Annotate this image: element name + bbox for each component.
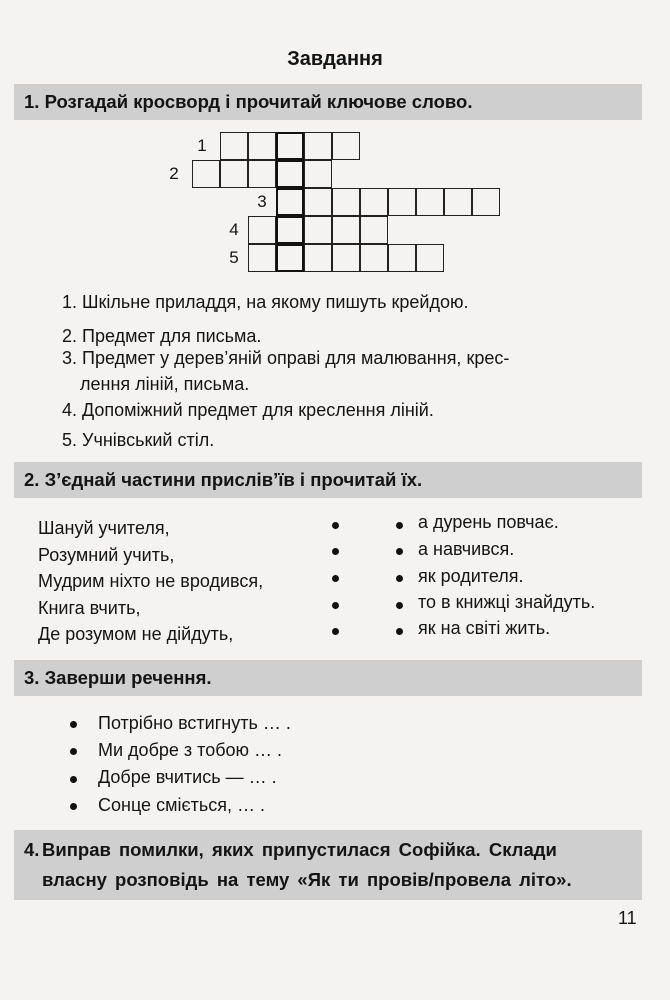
crossword-cell[interactable] bbox=[444, 188, 472, 216]
left-connector-dot[interactable] bbox=[332, 602, 339, 609]
crossword-cell[interactable] bbox=[332, 132, 360, 160]
crossword-cell[interactable] bbox=[304, 132, 332, 160]
crossword-key-cell[interactable] bbox=[276, 188, 304, 216]
proverb-end-2: а навчився. bbox=[418, 539, 515, 559]
crossword-key-cell[interactable] bbox=[276, 160, 304, 188]
crossword-cell[interactable] bbox=[332, 188, 360, 216]
proverb-end-4: то в книжці знайдуть. bbox=[418, 592, 596, 612]
crossword-cell[interactable] bbox=[360, 188, 388, 216]
crossword-row-number: 3 bbox=[257, 192, 267, 211]
task-4-heading bbox=[14, 830, 642, 900]
bullet-icon bbox=[70, 803, 77, 810]
page-number: 11 bbox=[618, 908, 637, 928]
crossword-cell[interactable] bbox=[304, 188, 332, 216]
proverb-start-3: Мудрим ніхто не вродився, bbox=[38, 571, 264, 591]
crossword-key-cell[interactable] bbox=[276, 216, 304, 244]
crossword-row-number: 2 bbox=[169, 164, 179, 183]
proverb-end-1: а дурень повчає. bbox=[418, 512, 559, 532]
right-connector-dot[interactable] bbox=[396, 575, 403, 582]
left-connector-dot[interactable] bbox=[332, 522, 339, 529]
crossword-cell[interactable] bbox=[388, 244, 416, 272]
left-connector-dot[interactable] bbox=[332, 628, 339, 635]
task-1-heading: 1. Розгадай кросворд і прочитай ключове слово. bbox=[14, 84, 642, 120]
sentence-3: Добре вчитись — … . bbox=[98, 767, 277, 787]
sentence-1: Потрібно встигнуть … . bbox=[98, 713, 291, 733]
crossword-row-number: 5 bbox=[229, 248, 239, 267]
crossword-key-cell[interactable] bbox=[276, 132, 304, 160]
proverb-start-1: Шануй учителя, bbox=[38, 518, 170, 538]
crossword-cell[interactable] bbox=[248, 244, 276, 272]
proverb-start-4: Книга вчить, bbox=[38, 598, 141, 618]
right-connector-dot[interactable] bbox=[396, 628, 403, 635]
crossword-cell[interactable] bbox=[304, 244, 332, 272]
task-4-line-1: Виправ помилки, яких припустилася Софійка. Склади bbox=[42, 839, 557, 860]
crossword-row-number: 4 bbox=[229, 220, 239, 239]
crossword-cell[interactable] bbox=[304, 160, 332, 188]
clue-5: 5. Учнівський стіл. bbox=[62, 430, 215, 450]
crossword-cell[interactable] bbox=[332, 244, 360, 272]
crossword-cell[interactable] bbox=[332, 216, 360, 244]
task-2-heading: 2. З’єднай частини прислів’їв і прочитай їх. bbox=[14, 462, 642, 498]
crossword-key-cell[interactable] bbox=[276, 244, 304, 272]
crossword-cell[interactable] bbox=[388, 188, 416, 216]
clue-2: 2. Предмет для письма. bbox=[62, 326, 262, 346]
bullet-icon bbox=[70, 721, 77, 728]
task-4-number: 4. bbox=[24, 839, 40, 860]
crossword-cell[interactable] bbox=[416, 188, 444, 216]
crossword-cell[interactable] bbox=[416, 244, 444, 272]
left-connector-dot[interactable] bbox=[332, 575, 339, 582]
crossword-cell[interactable] bbox=[248, 132, 276, 160]
clue-3-continuation: лення ліній, письма. bbox=[80, 374, 250, 394]
bullet-icon bbox=[70, 776, 77, 783]
clue-4: 4. Допоміжний предмет для креслення ліній. bbox=[62, 400, 434, 420]
crossword-cell[interactable] bbox=[220, 132, 248, 160]
proverb-end-5: як на світі жить. bbox=[418, 618, 551, 638]
crossword-cell[interactable] bbox=[360, 244, 388, 272]
sentence-4: Сонце сміється, … . bbox=[98, 795, 266, 815]
left-connector-dot[interactable] bbox=[332, 548, 339, 555]
right-connector-dot[interactable] bbox=[396, 602, 403, 609]
right-connector-dot[interactable] bbox=[396, 548, 403, 555]
crossword-cell[interactable] bbox=[192, 160, 220, 188]
proverb-start-5: Де розумом не дійдуть, bbox=[38, 624, 234, 644]
bullet-icon bbox=[70, 748, 77, 755]
page-title: Завдання bbox=[287, 48, 383, 70]
task-4-line-2: власну розповідь на тему «Як ти провів/провела літо». bbox=[42, 869, 572, 890]
task-3-heading: 3. Заверши речення. bbox=[14, 660, 642, 696]
crossword-cell[interactable] bbox=[472, 188, 500, 216]
proverb-end-3: як родителя. bbox=[418, 566, 524, 586]
right-connector-dot[interactable] bbox=[396, 522, 403, 529]
crossword-row-number: 1 bbox=[197, 136, 207, 155]
clue-3: 3. Предмет у дерев’яній оправі для малювання, крес- bbox=[62, 348, 510, 368]
crossword-cell[interactable] bbox=[248, 216, 276, 244]
crossword-cell[interactable] bbox=[248, 160, 276, 188]
proverb-start-2: Розумний учить, bbox=[38, 545, 175, 565]
crossword-cell[interactable] bbox=[304, 216, 332, 244]
crossword-cell[interactable] bbox=[360, 216, 388, 244]
sentence-2: Ми добре з тобою … . bbox=[98, 740, 283, 760]
crossword-cell[interactable] bbox=[220, 160, 248, 188]
clue-1: 1. Шкільне приладдя, на якому пишуть крейдою. bbox=[62, 292, 469, 312]
